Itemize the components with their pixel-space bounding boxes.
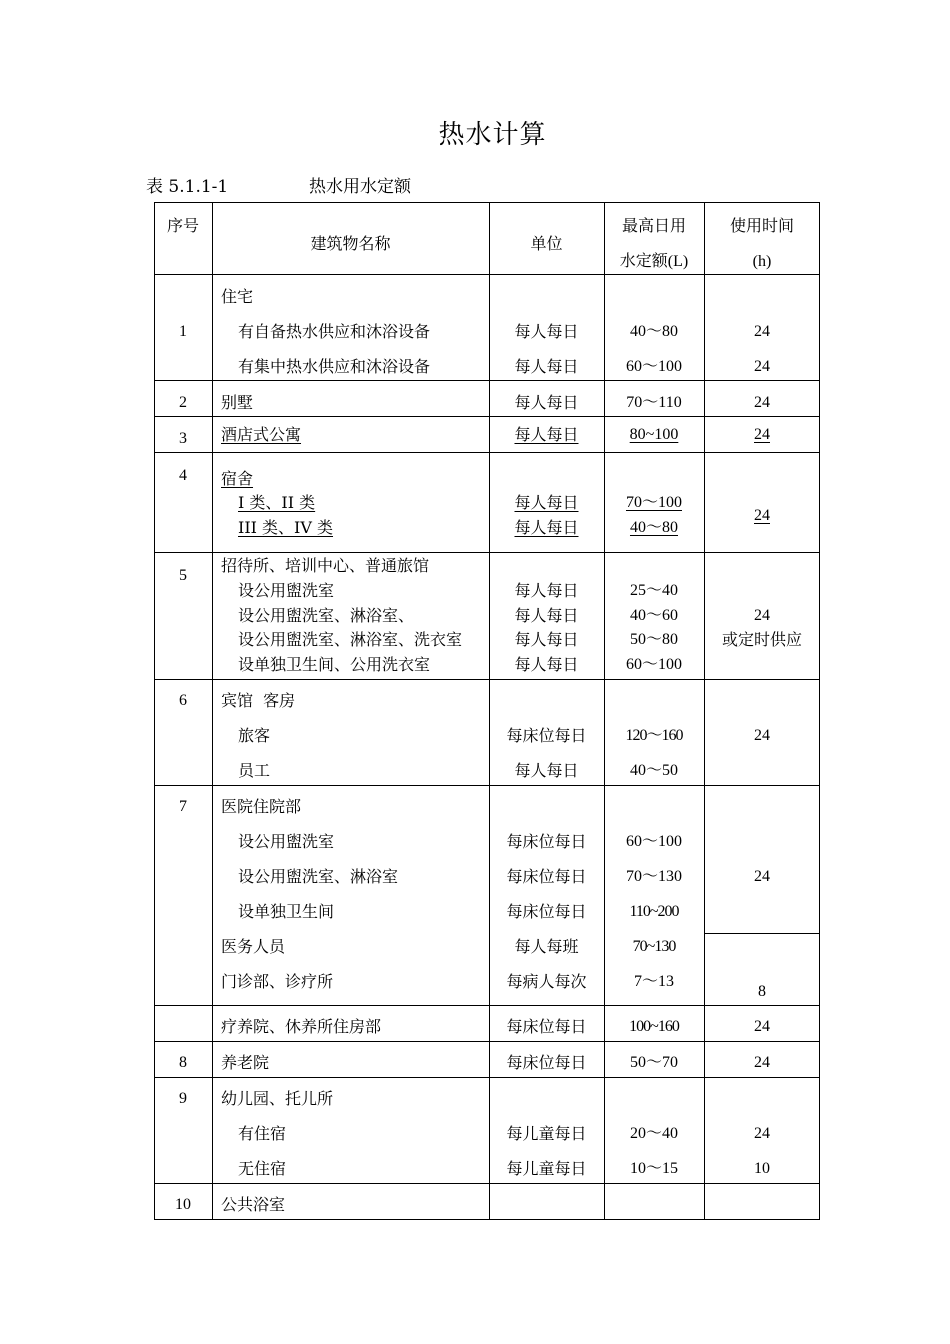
row-6-sub-2-name: 员工 [238, 761, 271, 780]
table-border-top [154, 202, 820, 203]
row-4-sub-2-name: III 类、IV 类 [238, 518, 334, 537]
row-divider [154, 452, 820, 453]
row-1-sub-2-time: 24 [754, 358, 770, 375]
row-5-name: 招待所、培训中心、普通旅馆 [221, 556, 430, 575]
row-3-unit: 每人每日 [514, 425, 579, 444]
row-3-time: 24 [754, 426, 770, 443]
row-7-seq: 7 [179, 798, 187, 815]
header-building-name: 建筑物名称 [310, 234, 391, 253]
row-9-sub-1-unit: 每儿童每日 [506, 1124, 587, 1143]
row-6-name: 宾馆 客房 [221, 691, 296, 710]
row-5-sub-1-unit: 每人每日 [514, 581, 579, 600]
row-1-seq: 1 [179, 323, 187, 340]
row-4-sub-2-quota: 40～80 [629, 519, 678, 536]
page-title: 热水计算 [438, 120, 547, 150]
row-7-sub-2-quota: 70～130 [625, 868, 682, 885]
row-1-sub-2-name: 有集中热水供应和沐浴设备 [238, 357, 431, 376]
row-7-time-b: 8 [758, 983, 766, 1000]
row-6-sub-1-unit: 每床位每日 [506, 726, 587, 745]
row-8-seq: 8 [179, 1054, 187, 1071]
row-divider [154, 552, 820, 553]
row-5-sub-1-quota: 25～40 [629, 582, 678, 599]
header-unit: 单位 [530, 234, 563, 253]
row-7-sub-1-quota: 60～100 [625, 833, 682, 850]
row-5-sub-4-unit: 每人每日 [514, 655, 579, 674]
row-4-sub-1-unit: 每人每日 [514, 493, 579, 512]
row-7-time-a: 24 [754, 868, 770, 885]
row-6-sub-2-quota: 40～50 [629, 762, 678, 779]
row-7-sub-4-name: 医务人员 [221, 937, 286, 956]
row-divider [154, 1077, 820, 1078]
row-7b-name: 疗养院、休养所住房部 [221, 1017, 382, 1036]
row-8-quota: 50～70 [629, 1054, 678, 1071]
row-5-sub-2-quota: 40～60 [629, 607, 678, 624]
row-4-seq: 4 [179, 467, 187, 484]
row-8-time: 24 [754, 1054, 770, 1071]
row-9-sub-2-name: 无住宿 [238, 1159, 287, 1178]
row-7b-time: 24 [754, 1018, 770, 1035]
row-7-name: 医院住院部 [221, 797, 302, 816]
row-5-sub-3-name: 设公用盥洗室、淋浴室、洗衣室 [238, 630, 463, 649]
row-7-sub-3-quota: 110~200 [629, 903, 679, 920]
row-7-sub-3-unit: 每床位每日 [506, 902, 587, 921]
row-5-time: 24 [754, 607, 770, 624]
row-1-sub-2-quota: 60～100 [625, 358, 682, 375]
row-divider [154, 1041, 820, 1042]
row-7-sub-5-unit: 每病人每次 [506, 972, 587, 991]
row-7-sub-4-unit: 每人每班 [514, 937, 579, 956]
header-time: 使用时间 [729, 216, 794, 235]
row-6-seq: 6 [179, 692, 187, 709]
row-4-sub-2-unit: 每人每日 [514, 518, 579, 537]
row-5-time-note: 或定时供应 [721, 630, 802, 649]
row-2-name: 别墅 [221, 393, 254, 412]
row-divider [154, 274, 820, 275]
header-time-unit: (h) [752, 253, 772, 270]
row-7-sub-2-name: 设公用盥洗室、淋浴室 [238, 867, 399, 886]
header-seq: 序号 [166, 216, 199, 235]
row-8-name: 养老院 [221, 1053, 270, 1072]
row-divider [154, 1005, 820, 1006]
table-border-bottom [154, 1219, 820, 1220]
row-3-quota: 80~100 [629, 426, 679, 443]
row-7b-quota: 100~160 [629, 1018, 679, 1035]
row-4-name: 宿舍 [221, 469, 254, 488]
hot-water-quota-table [154, 202, 820, 1220]
header-quota-unit: 水定额(L) [619, 253, 689, 270]
column-divider [212, 202, 213, 1220]
row-7-sub-4-quota: 70~130 [632, 938, 676, 955]
row-5-seq: 5 [179, 567, 187, 584]
row-1-sub-2-unit: 每人每日 [514, 357, 579, 376]
row-1-sub-1-time: 24 [754, 323, 770, 340]
row-10-name: 公共浴室 [221, 1195, 286, 1214]
row-9-name: 幼儿园、托儿所 [221, 1089, 334, 1108]
row-9-sub-2-quota: 10～15 [629, 1160, 678, 1177]
row-divider [154, 679, 820, 680]
row-9-sub-2-unit: 每儿童每日 [506, 1159, 587, 1178]
table-caption-name: 热水用水定额 [309, 177, 411, 197]
row-2-unit: 每人每日 [514, 393, 579, 412]
row-divider [154, 380, 820, 381]
row-10-seq: 10 [175, 1196, 191, 1213]
row-1-sub-1-quota: 40～80 [629, 323, 678, 340]
row-5-sub-3-unit: 每人每日 [514, 630, 579, 649]
row-5-sub-2-name: 设公用盥洗室、淋浴室、 [238, 606, 415, 625]
row-7-sub-5-name: 门诊部、诊疗所 [221, 972, 334, 991]
row-1-name: 住宅 [221, 287, 254, 306]
row-5-sub-3-quota: 50～80 [629, 631, 678, 648]
row-9-sub-1-name: 有住宿 [238, 1124, 287, 1143]
row-divider [704, 933, 820, 934]
row-9-sub-1-quota: 20～40 [629, 1125, 678, 1142]
row-6-time: 24 [754, 727, 770, 744]
row-9-seq: 9 [179, 1090, 187, 1107]
row-7-sub-1-unit: 每床位每日 [506, 832, 587, 851]
row-6-sub-2-unit: 每人每日 [514, 761, 579, 780]
row-5-sub-4-quota: 60～100 [625, 656, 682, 673]
row-5-sub-1-name: 设公用盥洗室 [238, 581, 335, 600]
row-1-sub-1-unit: 每人每日 [514, 322, 579, 341]
row-8-unit: 每床位每日 [506, 1053, 587, 1072]
row-divider [154, 416, 820, 417]
row-9-sub-1-time: 24 [754, 1125, 770, 1142]
row-7b-unit: 每床位每日 [506, 1017, 587, 1036]
row-4-sub-1-quota: 70～100 [625, 494, 682, 511]
row-2-seq: 2 [179, 394, 187, 411]
row-5-sub-2-unit: 每人每日 [514, 606, 579, 625]
row-7-sub-5-quota: 7～13 [633, 973, 674, 990]
row-4-sub-1-name: I 类、II 类 [238, 493, 316, 512]
row-2-time: 24 [754, 394, 770, 411]
table-caption-label: 表 5.1.1-1 [146, 177, 229, 197]
row-7-sub-1-name: 设公用盥洗室 [238, 832, 335, 851]
row-7-sub-3-name: 设单独卫生间 [238, 902, 335, 921]
row-4-time: 24 [754, 507, 770, 524]
row-divider [154, 1183, 820, 1184]
row-1-sub-1-name: 有自备热水供应和沐浴设备 [238, 322, 431, 341]
row-2-quota: 70～110 [626, 394, 682, 411]
header-quota: 最高日用 [621, 216, 686, 235]
row-6-sub-1-name: 旅客 [238, 726, 271, 745]
row-7-sub-2-unit: 每床位每日 [506, 867, 587, 886]
row-6-sub-1-quota: 120～160 [625, 727, 683, 744]
row-3-name: 酒店式公寓 [221, 425, 302, 444]
row-9-sub-2-time: 10 [754, 1160, 770, 1177]
row-divider [154, 785, 820, 786]
row-5-sub-4-name: 设单独卫生间、公用洗衣室 [238, 655, 431, 674]
row-3-seq: 3 [179, 430, 187, 447]
